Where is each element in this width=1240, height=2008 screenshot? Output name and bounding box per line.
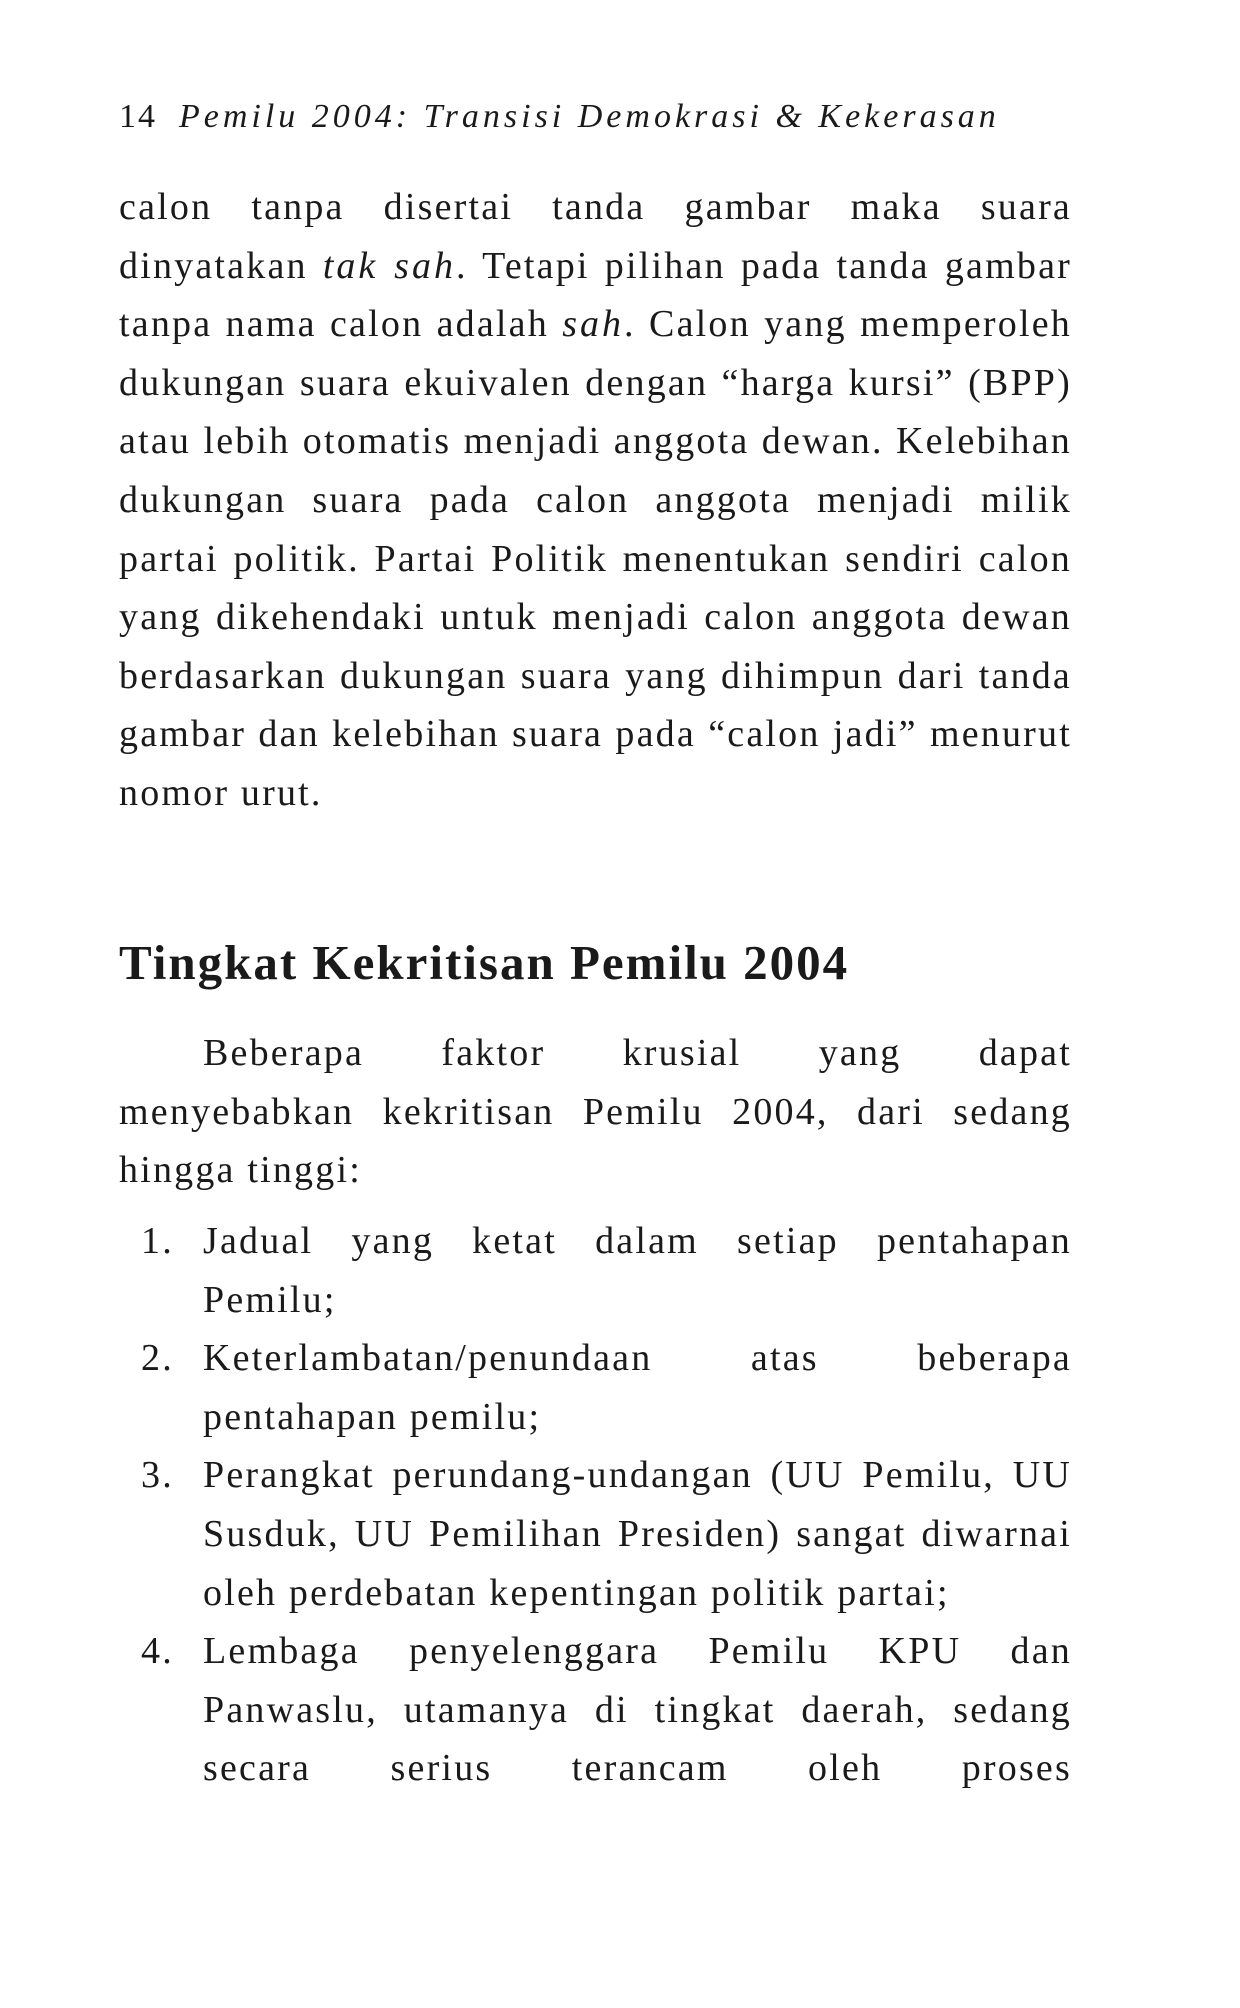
page-number: 14 [119,98,157,135]
list-item-number: 2. [141,1337,174,1380]
section-intro-rest: menyebabkan kekritisan Pemilu 2004, dari sedang hingga tinggi: [119,1090,1072,1192]
italic-tak-sah: tak sah [322,244,456,287]
section-intro-line1: Beberapa faktor krusial yang dapat [203,1032,1072,1074]
book-title: Pemilu 2004: Transisi Demokrasi & Kekerasan [179,98,1000,135]
list-item-number: 3. [141,1454,174,1497]
section-heading: Tingkat Kekritisan Pemilu 2004 [119,935,850,990]
italic-sah: sah [562,303,625,346]
paragraph-text-part3: . Calon yang memperoleh dukungan suara ekuivalen dengan “harga kursi” (BPP) atau lebih otomatis menjadi anggota dewan. Kelebihan dukungan suara pada calon anggota menjadi milik partai politik. Partai Politik menentukan sendiri calon yang dikehendaki untuk menjadi calon anggota dewan berdasarkan dukungan suara yang dihimpun dari tanda gambar dan kelebihan suara pada “calon jadi” menurut nomor urut. [119,303,1072,814]
list-item-text: Perangkat perundang-undangan (UU Pemilu, UU Susduk, UU Pemilihan Presiden) sangat diwarnai oleh perdebatan kepentingan politik partai; [203,1454,1072,1614]
list-item-text: Jadual yang ketat dalam setiap pentahapan Pemilu; [203,1220,1072,1321]
paragraph-text-part1: calon tanpa disertai tanda gambar maka suara dinyatakan [119,186,1072,287]
list-item-number: 1. [141,1220,174,1262]
list-item [119,1329,1072,1446]
running-header [119,98,1000,136]
factor-list [119,1212,1072,1798]
section-intro [119,1024,1072,1200]
list-item-number: 4. [141,1630,174,1673]
paragraph-bpp [119,178,1072,823]
list-item-text: Keterlambatan/penundaan atas beberapa pentahapan pemilu; [203,1337,1072,1438]
paragraph-text-part2: . Tetapi pilihan pada tanda gambar tanpa nama calon adalah [119,244,1072,346]
list-item [119,1622,1072,1798]
list-item [119,1212,1072,1329]
list-item-text: Lembaga penyelenggara Pemilu KPU dan Panwaslu, utamanya di tingkat daerah, sedang secara serius terancam oleh proses [203,1630,1072,1790]
list-item [119,1446,1072,1622]
